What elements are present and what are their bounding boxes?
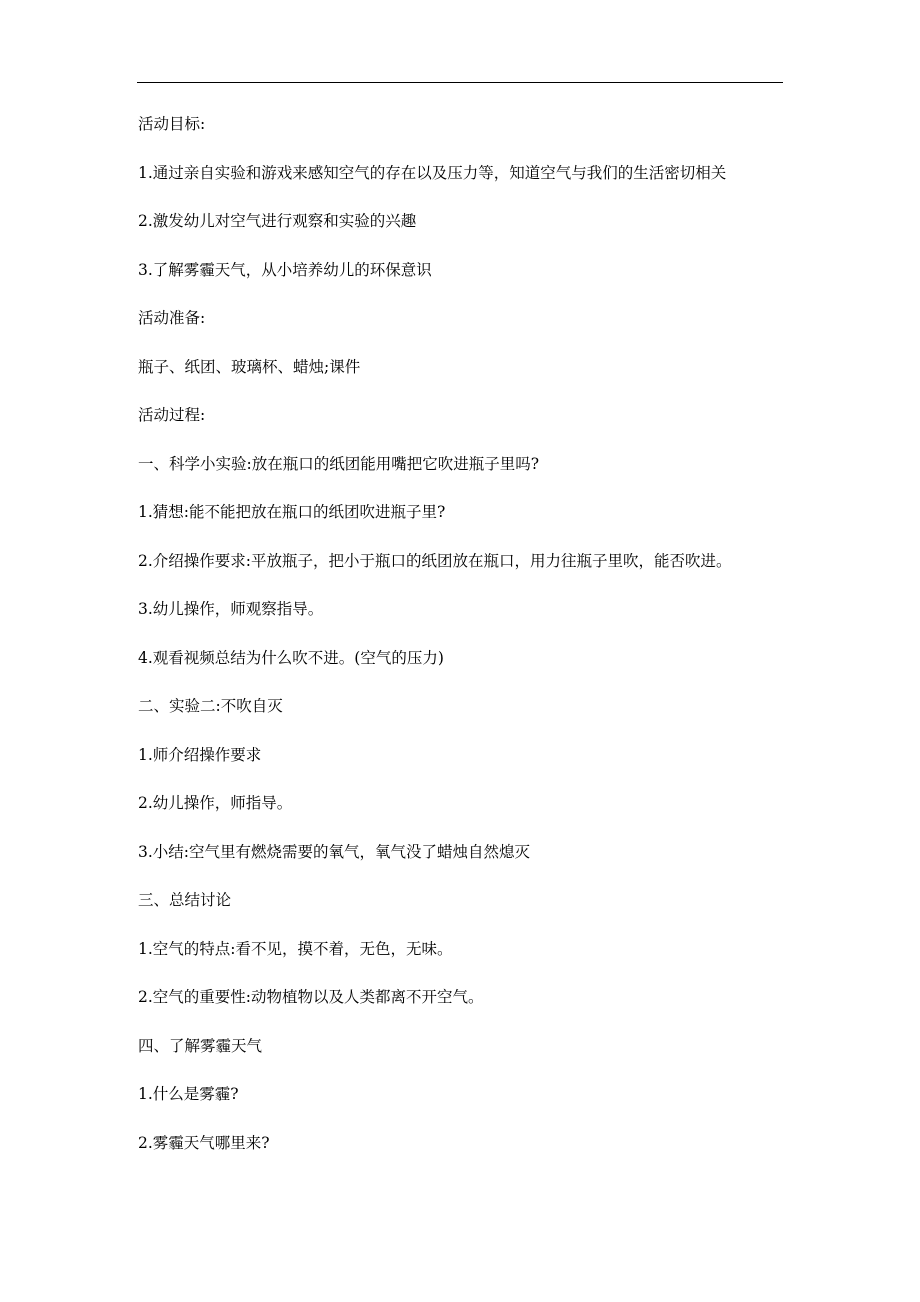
process-step-item: 3.小结:空气里有燃烧需要的氧气，氧气没了蜡烛自然熄灭 bbox=[138, 842, 531, 861]
header-rule bbox=[137, 82, 783, 83]
preparation-materials: 瓶子、纸团、玻璃杯、蜡烛;课件 bbox=[138, 357, 361, 376]
document-body bbox=[138, 112, 778, 1179]
process-step-item: 1.什么是雾霾? bbox=[138, 1085, 239, 1103]
objective-item: 2.激发幼儿对空气进行观察和实验的兴趣 bbox=[138, 212, 417, 230]
section-heading-process: 活动过程: bbox=[138, 406, 206, 424]
section-heading-preparation: 活动准备: bbox=[138, 309, 206, 327]
process-step-heading: 三、总结讨论 bbox=[138, 891, 232, 909]
process-step-heading: 二、实验二:不吹自灭 bbox=[138, 697, 283, 715]
process-step-item: 1.猜想:能不能把放在瓶口的纸团吹进瓶子里? bbox=[138, 503, 446, 521]
process-step-item: 3.幼儿操作，师观察指导。 bbox=[138, 600, 324, 618]
objective-item: 3.了解雾霾天气，从小培养幼儿的环保意识 bbox=[138, 260, 432, 279]
process-step-heading: 四、了解雾霾天气 bbox=[138, 1036, 263, 1055]
process-step-item: 1.空气的特点:看不见，摸不着，无色，无味。 bbox=[138, 939, 453, 958]
process-step-item: 2.幼儿操作，师指导。 bbox=[138, 794, 293, 812]
objective-item: 1.通过亲自实验和游戏来感知空气的存在以及压力等，知道空气与我们的生活密切相关 bbox=[138, 163, 727, 182]
process-step-item: 2.空气的重要性:动物植物以及人类都离不开空气。 bbox=[138, 988, 484, 1006]
process-step-item: 4.观看视频总结为什么吹不进。(空气的压力) bbox=[138, 648, 444, 667]
process-step-heading: 一、科学小实验:放在瓶口的纸团能用嘴把它吹进瓶子里吗? bbox=[138, 454, 540, 473]
process-step-item: 2.介绍操作要求:平放瓶子，把小于瓶口的纸团放在瓶口，用力往瓶子里吹，能否吹进。 bbox=[138, 551, 732, 570]
process-step-item: 1.师介绍操作要求 bbox=[138, 745, 262, 764]
process-step-item: 2.雾霾天气哪里来? bbox=[138, 1133, 270, 1152]
section-heading-objectives: 活动目标: bbox=[138, 115, 206, 133]
